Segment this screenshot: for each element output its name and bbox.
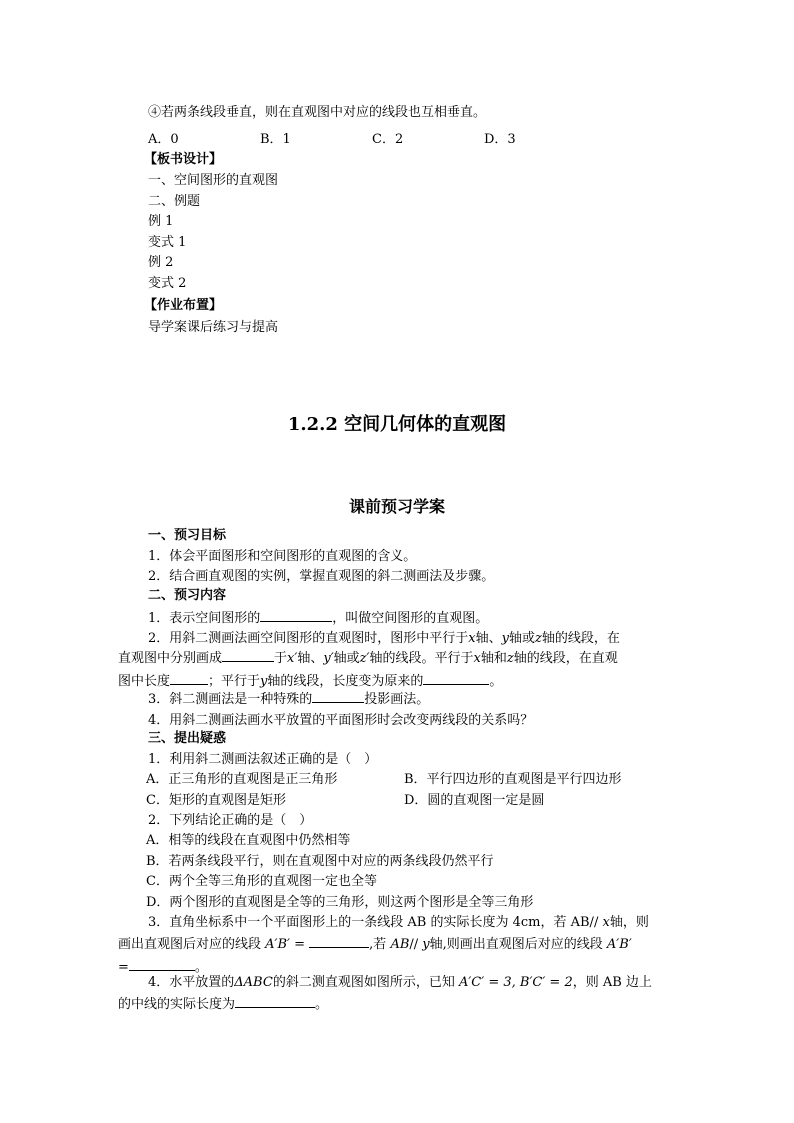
q2-options (146, 831, 686, 913)
question-3-block (148, 913, 696, 934)
question-4: 4．用斜二测画法画水平放置的平面图形时会改变两线段的关系吗？ (148, 712, 534, 728)
item-4: ④若两条线段垂直，则在直观图中对应的线段也互相垂直。 (148, 105, 487, 120)
question-1: 1．表示空间图形的 ，叫做空间图形的直观图。 (148, 607, 696, 630)
question-2-block (148, 811, 688, 832)
answer-options (148, 130, 688, 151)
question-2: 2．下列结论正确的是（ ） (148, 813, 313, 828)
board-line: 例 2 (148, 255, 174, 270)
question-4-wrap (118, 993, 698, 1016)
homework-body (148, 318, 688, 339)
homework-text: 导学案课后练习与提高 (148, 320, 279, 335)
option-d: D．两个图形的直观图是全等的三角形，则这两个图形是全等三角形 (146, 894, 534, 910)
option-d: D．圆的直观图一定是圆 (404, 792, 545, 808)
question-3-wrap (118, 933, 698, 978)
answer-blank (170, 670, 208, 685)
homework-heading: 【作业布置】 (144, 298, 223, 313)
section-2 (148, 586, 696, 650)
sub-title: 课前预习学案 (348, 497, 445, 516)
question-1: 1．利用斜二测画法叙述正确的是（ ） (148, 751, 378, 767)
board-line: 二、例题 (148, 193, 201, 209)
question-3-line-1: 3．直角坐标系中一个平面图形上的一条线段 AB 的实际长度为 4cm，若 AB// x轴，则 (148, 915, 649, 930)
answer-blank (312, 688, 364, 703)
section-3 (148, 729, 688, 770)
option-c: C．两个全等三角形的直观图一定也全等 (146, 874, 377, 889)
main-title: 1.2.2 空间几何体的直观图 (287, 414, 507, 435)
answer-blank (235, 993, 315, 1008)
answer-blank (222, 647, 274, 662)
question-4-line-1: 4．水平放置的ΔABC的斜二测直观图如图所示，已知 A′C′ = 3, B′C′ = 2，则 AB 边上 (148, 975, 652, 990)
question-2-line-1: 2．用斜二测画法画空间图形的直观图时，图形中平行于x轴、y轴或z轴的线段，在 (148, 631, 620, 646)
q1-options (146, 770, 686, 811)
board-line: 变式 1 (148, 234, 187, 250)
question-2-line-3: 图中长度 ；平行于y轴的线段，长度变为原来的 。 (118, 670, 698, 693)
section-1-heading: 一、预习目标 (148, 528, 227, 543)
homework (144, 296, 684, 317)
section-1 (148, 526, 688, 588)
option-a: A．0 (148, 131, 179, 147)
section-3-heading: 三、提出疑惑 (148, 731, 227, 746)
question-3: 3．斜二测画法是一种特殊的 投影画法。 (148, 688, 688, 711)
answer-blank (129, 956, 195, 971)
option-c: C．2 (372, 131, 404, 147)
options-row (146, 770, 686, 791)
answer-blank (423, 670, 489, 685)
section-2-wrap (118, 647, 698, 692)
section-1-item: 1．体会平面图形和空间图形的直观图的含义。 (148, 548, 417, 564)
option-c: C．矩形的直观图是矩形 (146, 792, 286, 808)
section-2-heading: 二、预习内容 (148, 588, 227, 603)
option-a: A．正三角形的直观图是正三角形 (146, 772, 338, 787)
question-3-line-2: 画出直观图后对应的线段 A′B′ = ,若 AB// y轴,则画出直观图后对应的线段 A′B′ (118, 933, 698, 956)
question-4-line-2: 的中线的实际长度为 。 (118, 993, 698, 1016)
question-2-line-2: 直观图中分别画成 于x′轴、y′轴或z′轴的线段。平行于x轴和z轴的线段，在直观 (118, 647, 698, 670)
board-design (144, 150, 684, 171)
section-1-item: 2．结合画直观图的实例，掌握直观图的斜二测画法及步骤。 (148, 569, 495, 584)
board-lines (148, 171, 688, 294)
question-4-block (148, 973, 696, 994)
option-a: A．相等的线段在直观图中仍然相等 (146, 833, 351, 848)
board-line: 一、空间图形的直观图 (148, 173, 279, 188)
board-line: 例 1 (148, 214, 174, 229)
option-b: B．1 (260, 131, 291, 147)
option-b: B．平行四边形的直观图是平行四边形 (404, 772, 622, 787)
option-b: B．若两条线段平行，则在直观图中对应的两条线段仍然平行 (146, 853, 494, 869)
board-line: 变式 2 (148, 275, 187, 291)
option-d: D．3 (484, 131, 516, 147)
answer-blank (309, 933, 369, 948)
question-3-line-3: = 。 (118, 956, 698, 979)
board-heading: 【板书设计】 (144, 152, 223, 167)
top-section (148, 103, 688, 150)
answer-blank (260, 607, 332, 622)
options-row (146, 791, 686, 812)
section-2-tail (148, 688, 688, 731)
